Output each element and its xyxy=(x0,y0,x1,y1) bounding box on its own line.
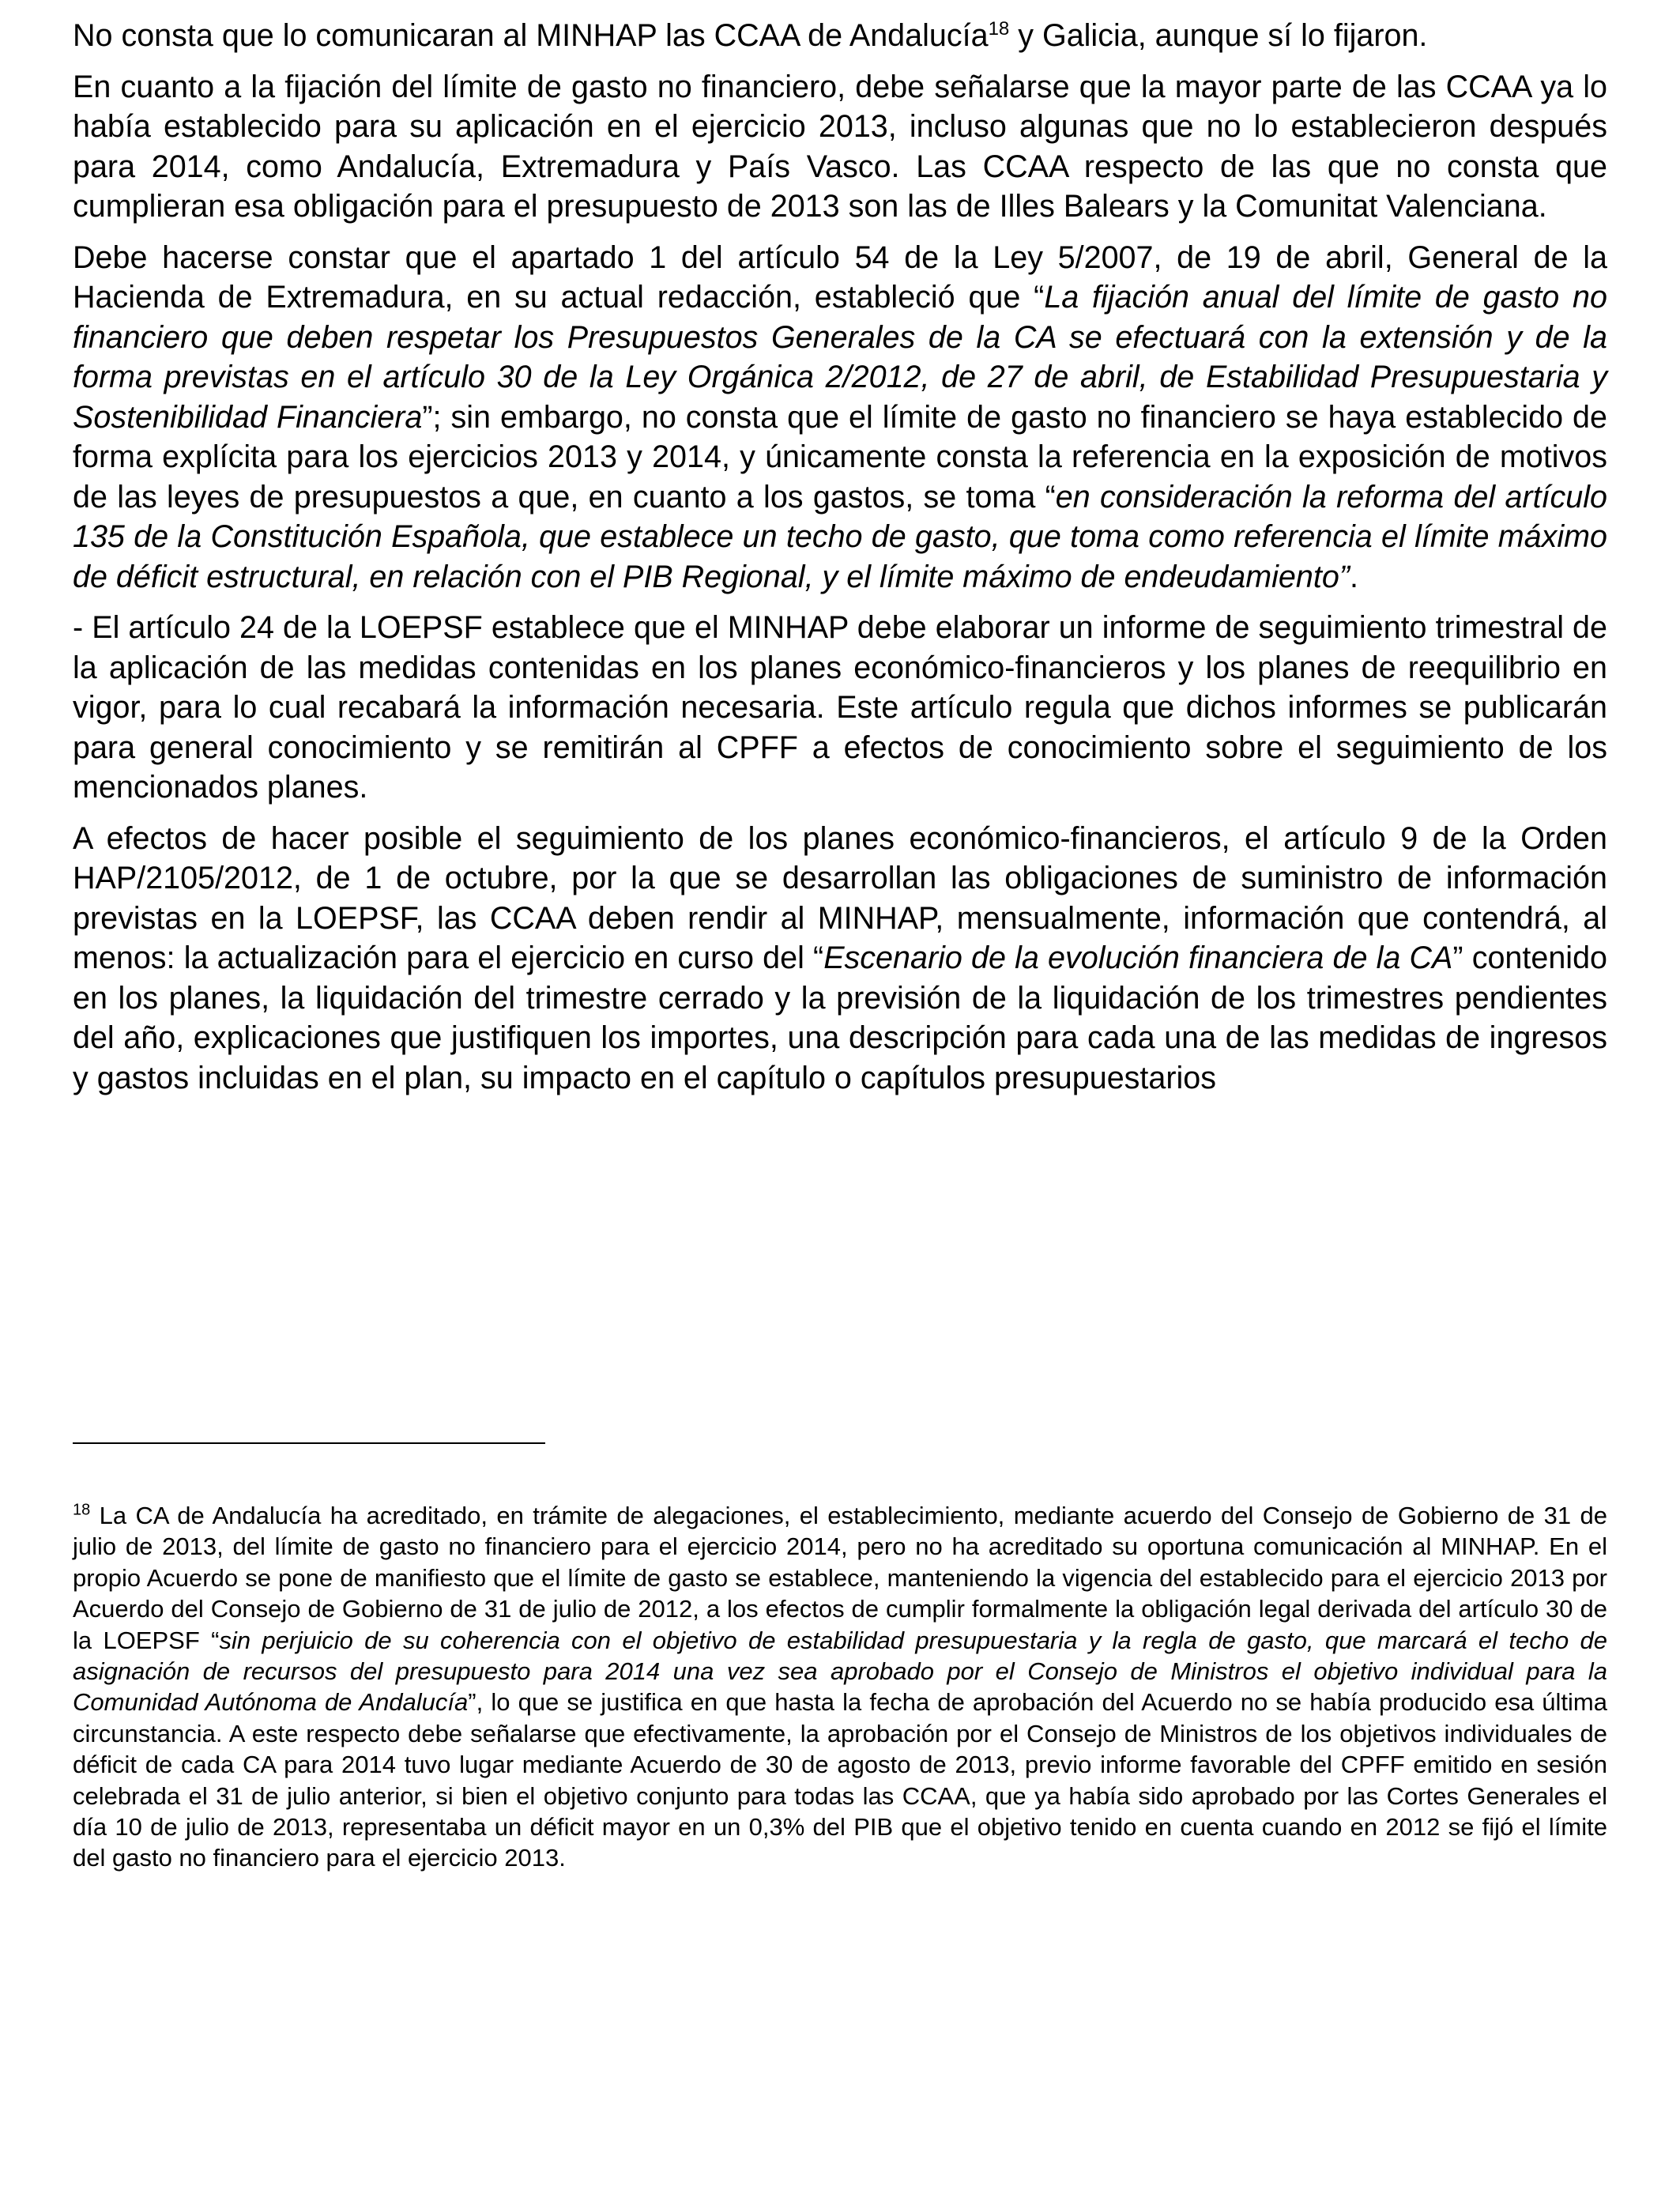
paragraph-3-quote-exposicion: en consideración la reforma del artículo 135 de la Constitución Española, que establece un techo de gasto, que toma como referencia el límite máximo de déficit estructural, en relación con el PIB Regional, y el límite máximo de endeudamiento” xyxy=(73,479,1607,594)
paragraph-5-quote-escenario: Escenario de la evolución financiera de la CA xyxy=(823,941,1453,975)
footnote-quote: sin perjuicio de su coherencia con el objetivo de estabilidad presupuestaria y la regla de gasto, que marcará el techo de asignación de recursos del presupuesto para 2014 una vez sea aprobado por el Consejo de Ministros el objetivo individual para la Comunidad Autónoma de Andalucía xyxy=(73,1626,1608,1717)
paragraph-3-text-b: ”; sin embargo, no consta que el límite de gasto no financiero se haya establecido de forma explícita para los ejercicios 2013 y 2014, y únicamente consta la referencia en la exposición de motivos de las leyes de presupuestos a que, en cuanto a los gastos, se toma “ xyxy=(73,399,1607,515)
paragraph-3-text-c: . xyxy=(1349,559,1358,594)
paragraph-1-text: No consta que lo comunicaran al MINHAP las CCAA de Andalucía xyxy=(73,18,989,53)
document-page xyxy=(73,16,1607,1109)
paragraph-1 xyxy=(73,16,1607,56)
body-text xyxy=(73,16,1607,1098)
footnote-separator xyxy=(73,1442,545,1444)
paragraph-3-quote-ley: La fijación anual del límite de gasto no financiero que deben respetar los Presupuestos Generales de la CA se efectuará con la extensión y de la forma previstas en el artículo 30 de la Ley Orgánica 2/2012, de 27 de abril, de Estabilidad Presupuestaria y Sostenibilidad Financiera xyxy=(73,280,1607,435)
footnote-text-b: ”, lo que se justifica en que hasta la fecha de aprobación del Acuerdo no se había producido esa última circunstancia. A este respecto debe señalarse que efectivamente, la aprobación por el Consejo de Ministros de los objetivos individuales de déficit de cada CA para 2014 tuvo lugar mediante Acuerdo de 30 de agosto de 2013, previo informe favorable del CPFF emitido en sesión celebrada el 31 de julio anterior, si bien el objetivo conjunto para todas las CCAA, que ya había sido aprobado por las Cortes Generales el día 10 de julio de 2013, representaba un déficit mayor en un 0,3% del PIB que el objetivo tenido en cuenta cuando en 2012 se fijó el límite del gasto no financiero para el ejercicio 2013. xyxy=(73,1688,1607,1872)
paragraph-3-text-a: Debe hacerse constar que el apartado 1 del artículo 54 de la Ley 5/2007, de 19 de abril, General de la Hacienda de Extremadura, en su actual redacción, estableció que “ xyxy=(73,239,1607,315)
paragraph-2: En cuanto a la fijación del límite de gasto no financiero, debe señalarse que la mayor parte de las CCAA ya lo había establecido para su aplicación en el ejercicio 2013, incluso algunas que no lo establecieron después para 2014, como Andalucía, Extremadura y País Vasco. Las CCAA respecto de las que no consta que cumplieran esa obligación para el presupuesto de 2013 son las de Illes Balears y la Comunitat Valenciana. xyxy=(73,69,1607,224)
footnote-text-a: La CA de Andalucía ha acreditado, en trámite de alegaciones, el establecimiento, mediante acuerdo del Consejo de Gobierno de 31 de julio de 2013, del límite de gasto no financiero para el ejercicio 2014, pero no ha acreditado su oportuna comunicación al MINHAP. En el propio Acuerdo se pone de manifiesto que el límite de gasto se establece, manteniendo la vigencia del establecido para el ejercicio 2013 por Acuerdo del Consejo de Gobierno de 31 de julio de 2012, a los efectos de cumplir formalmente la obligación legal derivada del artículo 30 de la LOEPSF “ xyxy=(73,1502,1607,1654)
paragraph-5-text-b: ” contenido en los planes, la liquidación del trimestre cerrado y la previsión de la liquidación de los trimestres pendientes del año, explicaciones que justifiquen los importes, una descripción para cada una de las medidas de ingresos y gastos incluidas en el plan, su impacto en el capítulo o capítulos presupuestarios xyxy=(73,941,1607,1095)
footnote-18 xyxy=(73,1500,1607,1874)
paragraph-5 xyxy=(73,819,1607,1099)
paragraph-5-text-a: A efectos de hacer posible el seguimiento de los planes económico-financieros, el artículo 9 de la Orden HAP/2105/2012, de 1 de octubre, por la que se desarrollan las obligaciones de suministro de información previstas en la LOEPSF, las CCAA deben rendir al MINHAP, mensualmente, información que contendrá, al menos: la actualización para el ejercicio en curso del “ xyxy=(73,820,1607,975)
paragraph-3 xyxy=(73,238,1607,598)
paragraph-4: - El artículo 24 de la LOEPSF establece que el MINHAP debe elaborar un informe de seguimiento trimestral de la aplicación de las medidas contenidas en los planes económico-financieros y los planes de reequilibrio en vigor, para lo cual recabará la información necesaria. Este artículo regula que dichos informes se publicarán para general conocimiento y se remitirán al CPFF a efectos de conocimiento sobre el seguimiento de los mencionados planes. xyxy=(73,610,1607,805)
footnotes xyxy=(73,1500,1607,1874)
footnote-number: 18 xyxy=(73,1501,91,1519)
footnote-reference-18[interactable]: 18 xyxy=(988,17,1010,40)
paragraph-1-text-end: y Galicia, aunque sí lo fijaron. xyxy=(1009,18,1428,53)
